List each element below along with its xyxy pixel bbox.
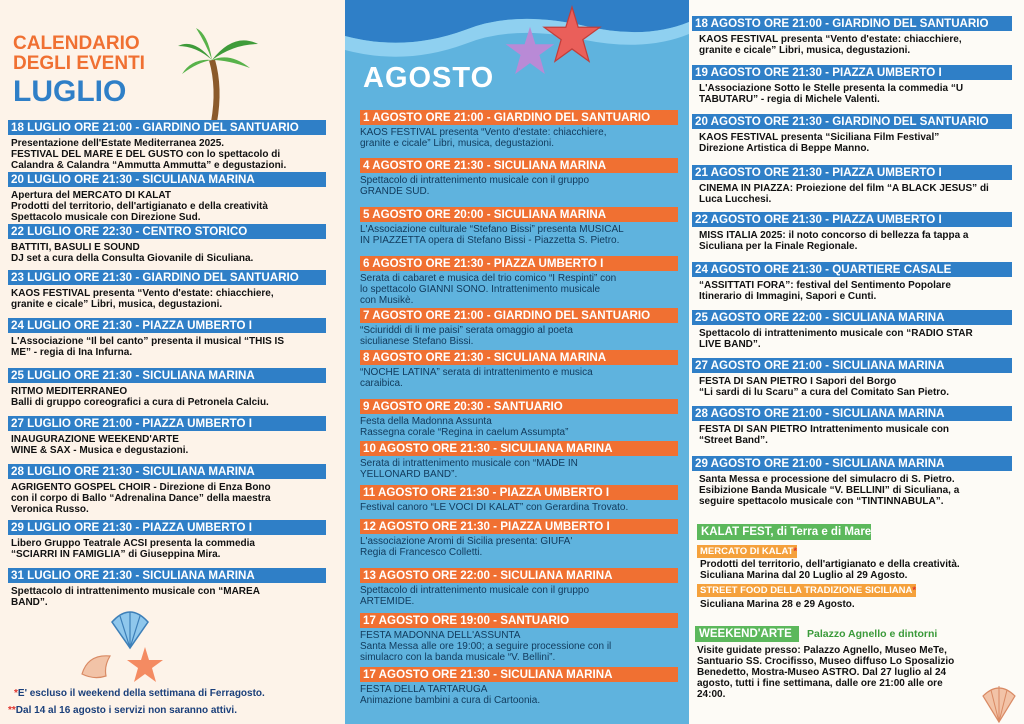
event-description: Serata di intrattenimento musicale con “MADE IN YELLONARD BAND”. — [360, 458, 578, 480]
palm-tree-icon — [178, 28, 260, 123]
event-description: INAUGURAZIONE WEEKEND'ARTE WINE & SAX - Musica e degustazioni. — [11, 434, 189, 456]
weekend-arte-text: Visite guidate presso: Palazzo Agnello, Museo MeTe, Santuario SS. Crocifisso, Museo diffuso Lo Sposalizio Benedetto, Mostra-Museo ASTRO. Dal 27 luglio al 24 agosto, tutti i fine settimana, dalle ore 21:00 alle ore 24:00. — [697, 645, 955, 700]
event-description: L'Associazione “Il bel canto” presenta il musical “THIS IS ME” - regia di Ina Infurna. — [11, 336, 285, 358]
note-servizi: **Dal 14 al 16 agosto i servizi non saranno attivi. — [8, 705, 237, 716]
event-header: 27 AGOSTO ORE 21:00 - SICULIANA MARINA — [692, 358, 1012, 373]
event-header: 24 AGOSTO ORE 21:30 - QUARTIERE CASALE — [692, 262, 1012, 277]
seashell-icon — [110, 608, 150, 650]
event-header: 22 LUGLIO ORE 22:30 - CENTRO STORICO — [8, 224, 326, 239]
event-description: “Sciuriddi di li me paisi” serata omaggio al poeta siculianese Stefano Bissi. — [360, 325, 573, 347]
calendar-title-line1: CALENDARIO — [13, 33, 140, 54]
agosto-panel — [345, 0, 689, 724]
event-description: “ASSITTATI FORA”: festival del Sentimento Popolare Itinerario di Immagini, Sapori e Cunti. — [699, 280, 951, 302]
mercato-kalat-label: MERCATO DI KALAT* — [697, 545, 797, 558]
event-header: 17 AGOSTO ORE 21:30 - SICULIANA MARINA — [360, 667, 678, 682]
event-description: Santa Messa e processione del simulacro di S. Pietro. Esibizione Banda Musicale “V. BELLINI” di Siculiana, a seguire spettacolo musicale con “TINTINNABULA”. — [699, 474, 960, 507]
event-description: L'Associazione culturale “Stefano Bissi” presenta MUSICAL IN PIAZZETTA opera di Stefano Bissi - Piazzetta S. Pietro. — [360, 224, 624, 246]
event-description: Serata di cabaret e musica del trio comico “I Respinti” con lo spettacolo GIANNI SONO. Intrattenimento musicale con Musikè. — [360, 273, 617, 306]
event-description: Spettacolo di intrattenimento musicale con “MAREA BAND”. — [11, 586, 260, 608]
luglio-panel — [0, 0, 345, 724]
event-header: 29 AGOSTO ORE 21:00 - SICULIANA MARINA — [692, 456, 1012, 471]
weekend-arte-title: WEEKEND'ARTE — [695, 626, 799, 642]
event-description: AGRIGENTO GOSPEL CHOIR - Direzione di Enza Bono con il corpo di Ballo “Adrenalina Dance” della maestra Veronica Russo. — [11, 482, 271, 515]
event-description: L'associazione Aromi di Sicilia presenta: GIUFA' Regia di Francesco Colletti. — [360, 536, 573, 558]
event-header: 6 AGOSTO ORE 21:30 - PIAZZA UMBERTO I — [360, 256, 678, 271]
event-description: Presentazione dell'Estate Mediterranea 2025. FESTIVAL DEL MARE E DEL GUSTO con lo spettacolo di Calandra & Calandra “Ammutta Ammutta” e degustazioni. — [11, 138, 287, 171]
kalat-fest-title: KALAT FEST, di Terra e di Mare — [697, 524, 871, 540]
event-header: 11 AGOSTO ORE 21:30 - PIAZZA UMBERTO I — [360, 485, 678, 500]
event-description: FESTA DI SAN PIETRO I Sapori del Borgo “Li sardi di lu Scaru” a cura del Comitato San Pietro. — [699, 376, 950, 398]
calendar-title-line2: DEGLI EVENTI — [13, 53, 145, 74]
event-description: MISS ITALIA 2025: il noto concorso di bellezza fa tappa a Siculiana per la Finale Regionale. — [699, 230, 969, 252]
event-header: 13 AGOSTO ORE 22:00 - SICULIANA MARINA — [360, 568, 678, 583]
street-food-label: STREET FOOD DELLA TRADIZIONE SICILIANA* — [697, 584, 916, 597]
event-header: 10 AGOSTO ORE 21:30 - SICULIANA MARINA — [360, 441, 678, 456]
starfish-icon — [125, 645, 165, 685]
event-header: 23 LUGLIO ORE 21:30 - GIARDINO DEL SANTUARIO — [8, 270, 326, 285]
event-description: KAOS FESTIVAL presenta “Siciliana Film Festival” Direzione Artistica di Beppe Manno. — [699, 132, 940, 154]
event-header: 31 LUGLIO ORE 21:30 - SICULIANA MARINA — [8, 568, 326, 583]
conch-shell-icon — [80, 650, 114, 680]
event-header: 9 AGOSTO ORE 20:30 - SANTUARIO — [360, 399, 678, 414]
event-description: Festa della Madonna Assunta Rassegna corale “Regina in caelum Assumpta” — [360, 416, 569, 438]
event-description: Spettacolo di intrattenimento musicale con il gruppo GRANDE SUD. — [360, 175, 590, 197]
mercato-kalat-text: Prodotti del territorio, dell'artigianato e della creatività. Siculiana Marina dal 20 Luglio al 29 Agosto. — [700, 559, 960, 581]
event-description: KAOS FESTIVAL presenta “Vento d'estate: chiacchiere, granite e cicale” Libri, musica, degustazioni. — [11, 288, 274, 310]
shell-decoration-icon — [979, 684, 1019, 724]
event-header: 5 AGOSTO ORE 20:00 - SICULIANA MARINA — [360, 207, 678, 222]
event-description: FESTA MADONNA DELL'ASSUNTA Santa Messa alle ore 19:00; a seguire processione con il simulacro con la banda musicale “V. Bellini”. — [360, 630, 612, 663]
event-description: FESTA DI SAN PIETRO Intrattenimento musicale con “Street Band”. — [699, 424, 950, 446]
event-header: 17 AGOSTO ORE 19:00 - SANTUARIO — [360, 613, 678, 628]
starfish-red-icon — [541, 4, 603, 66]
event-description: Festival canoro “LE VOCI DI KALAT” con Gerardina Trovato. — [360, 502, 629, 513]
event-header: 28 LUGLIO ORE 21:30 - SICULIANA MARINA — [8, 464, 326, 479]
event-header: 21 AGOSTO ORE 21:30 - PIAZZA UMBERTO I — [692, 165, 1012, 180]
month-title-agosto: AGOSTO — [363, 62, 495, 94]
event-header: 20 LUGLIO ORE 21:30 - SICULIANA MARINA — [8, 172, 326, 187]
event-description: KAOS FESTIVAL presenta “Vento d'estate: chiacchiere, granite e cicale” Libri, musica, degustazioni. — [360, 127, 607, 149]
agosto-continued-panel — [689, 0, 1024, 724]
event-header: 4 AGOSTO ORE 21:30 - SICULIANA MARINA — [360, 158, 678, 173]
event-description: CINEMA IN PIAZZA: Proiezione del film “A BLACK JESUS” di Luca Lucchesi. — [699, 183, 989, 205]
note-ferragosto: *E' escluso il weekend della settimana di Ferragosto. — [14, 688, 265, 699]
event-header: 29 LUGLIO ORE 21:30 - PIAZZA UMBERTO I — [8, 520, 326, 535]
event-header: 18 LUGLIO ORE 21:00 - GIARDINO DEL SANTUARIO — [8, 120, 326, 135]
event-header: 28 AGOSTO ORE 21:00 - SICULIANA MARINA — [692, 406, 1012, 421]
event-description: RITMO MEDITERRANEO Balli di gruppo coreografici a cura di Petronela Calciu. — [11, 386, 269, 408]
event-header: 27 LUGLIO ORE 21:00 - PIAZZA UMBERTO I — [8, 416, 326, 431]
event-header: 1 AGOSTO ORE 21:00 - GIARDINO DEL SANTUARIO — [360, 110, 678, 125]
event-description: Spettacolo di intrattenimento musicale con il gruppo ARTEMIDE. — [360, 585, 590, 607]
event-header: 12 AGOSTO ORE 21:30 - PIAZZA UMBERTO I — [360, 519, 678, 534]
event-header: 25 AGOSTO ORE 22:00 - SICULIANA MARINA — [692, 310, 1012, 325]
event-header: 7 AGOSTO ORE 21:00 - GIARDINO DEL SANTUARIO — [360, 308, 678, 323]
event-header: 24 LUGLIO ORE 21:30 - PIAZZA UMBERTO I — [8, 318, 326, 333]
month-title-luglio: LUGLIO — [13, 75, 127, 108]
event-description: “NOCHE LATINA” serata di intrattenimento e musica caraibica. — [360, 367, 593, 389]
event-description: Spettacolo di intrattenimento musicale con “RADIO STAR LIVE BAND”. — [699, 328, 973, 350]
event-header: 19 AGOSTO ORE 21:30 - PIAZZA UMBERTO I — [692, 65, 1012, 80]
weekend-arte-subtitle: Palazzo Agnello e dintorni — [807, 628, 938, 640]
event-description: Libero Gruppo Teatrale ACSI presenta la commedia “SCIARRI IN FAMIGLIA” di Giuseppina Mira. — [11, 538, 255, 560]
street-food-text: Siculiana Marina 28 e 29 Agosto. — [700, 599, 855, 610]
event-description: FESTA DELLA TARTARUGA Animazione bambini a cura di Cartoonia. — [360, 684, 541, 706]
event-description: KAOS FESTIVAL presenta “Vento d'estate: chiacchiere, granite e cicale” Libri, musica, degustazioni. — [699, 34, 962, 56]
event-header: 18 AGOSTO ORE 21:00 - GIARDINO DEL SANTUARIO — [692, 16, 1012, 31]
event-header: 25 LUGLIO ORE 21:30 - SICULIANA MARINA — [8, 368, 326, 383]
event-header: 20 AGOSTO ORE 21:30 - GIARDINO DEL SANTUARIO — [692, 114, 1012, 129]
event-header: 22 AGOSTO ORE 21:30 - PIAZZA UMBERTO I — [692, 212, 1012, 227]
event-description: L'Associazione Sotto le Stelle presenta la commedia “U TABUTARU” - regia di Michele Valenti. — [699, 83, 964, 105]
event-description: Apertura del MERCATO DI KALAT Prodotti del territorio, dell'artigianato e della creatività Spettacolo musicale con Direzione Sud. — [11, 190, 268, 223]
event-header: 8 AGOSTO ORE 21:30 - SICULIANA MARINA — [360, 350, 678, 365]
event-description: BATTITI, BASULI E SOUND DJ set a cura della Consulta Giovanile di Siculiana. — [11, 242, 254, 264]
